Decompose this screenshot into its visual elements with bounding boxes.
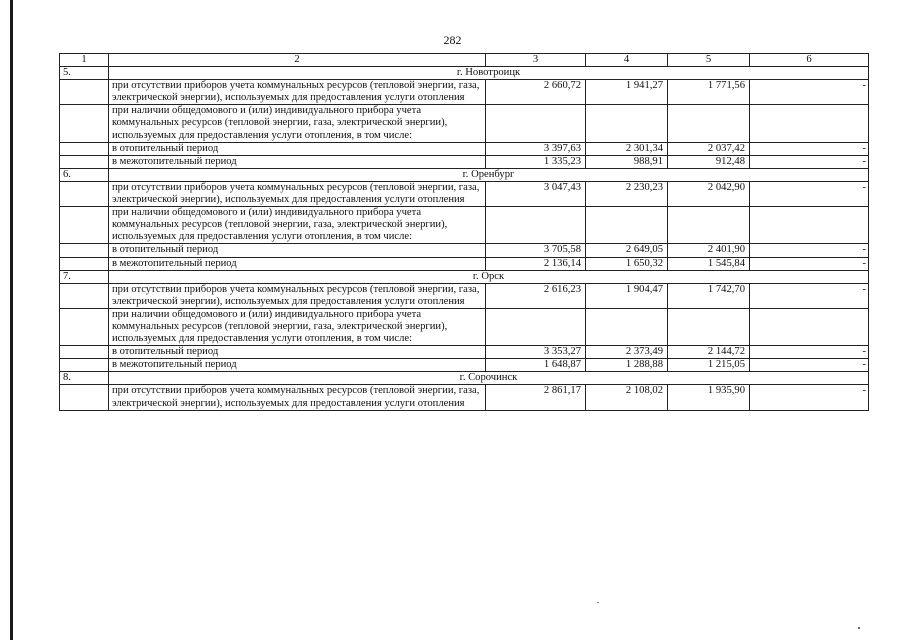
value-col4: 1 650,32: [586, 257, 668, 270]
column-header-row: [60, 54, 869, 67]
empty-cell: [60, 308, 109, 345]
empty-cell: [60, 257, 109, 270]
value-col3: 2 861,17: [486, 385, 586, 410]
value-col6: -: [750, 244, 869, 257]
column-header: 3: [486, 54, 586, 67]
value-col5: 1 771,56: [668, 80, 750, 105]
column-header: 6: [750, 54, 869, 67]
empty-cell: [60, 142, 109, 155]
column-header: 4: [586, 54, 668, 67]
value-col3: 3 397,63: [486, 142, 586, 155]
city-row: [60, 270, 869, 283]
value-col6: -: [750, 283, 869, 308]
city-row: [60, 67, 869, 80]
table-row: [60, 142, 869, 155]
empty-cell: [60, 80, 109, 105]
value-col4: 2 649,05: [586, 244, 668, 257]
table-row: [60, 385, 869, 410]
row-description: при наличии общедомового и (или) индивидуального прибора учета коммунальных ресурсов (тепловой энергии, газа, электрической энергии), используемых для предоставления услуги отопления, в том числе:: [109, 207, 486, 244]
empty-cell: [60, 105, 109, 142]
city-name: г. Орск: [109, 270, 869, 283]
table-row: [60, 346, 869, 359]
value-col4: 2 108,02: [586, 385, 668, 410]
empty-cell: [60, 385, 109, 410]
column-header: 1: [60, 54, 109, 67]
table-row: [60, 155, 869, 168]
table-row: [60, 207, 869, 244]
value-col6: -: [750, 257, 869, 270]
value-col3: 2 660,72: [486, 80, 586, 105]
empty-cell: [60, 181, 109, 206]
value-col6: -: [750, 346, 869, 359]
value-col3: 2 616,23: [486, 283, 586, 308]
empty-cell: [60, 155, 109, 168]
value-col4: 2 230,23: [586, 181, 668, 206]
value-col3: 1 648,87: [486, 359, 586, 372]
table-row: [60, 257, 869, 270]
city-name: г. Новотроицк: [109, 67, 869, 80]
table-row: [60, 244, 869, 257]
value-col4: 1 288,88: [586, 359, 668, 372]
row-description: при наличии общедомового и (или) индивидуального прибора учета коммунальных ресурсов (тепловой энергии, газа, электрической энергии), используемых для предоставления услуги отопления, в том числе:: [109, 105, 486, 142]
value-col4: 1 904,47: [586, 283, 668, 308]
value-col3: 3 705,58: [486, 244, 586, 257]
value-col5: 2 144,72: [668, 346, 750, 359]
row-description: в отопительный период: [109, 142, 486, 155]
scan-speck: [597, 602, 599, 603]
table-row: [60, 80, 869, 105]
value-col3: 3 047,43: [486, 181, 586, 206]
row-description: при отсутствии приборов учета коммунальных ресурсов (тепловой энергии, газа, электрической энергии), используемых для предоставления услуги отопления: [109, 181, 486, 206]
city-name: г. Сорочинск: [109, 372, 869, 385]
column-header: 5: [668, 54, 750, 67]
value-col5: 2 037,42: [668, 142, 750, 155]
value-col3: 3 353,27: [486, 346, 586, 359]
row-description: в отопительный период: [109, 346, 486, 359]
value-col3: 2 136,14: [486, 257, 586, 270]
value-col5: 912,48: [668, 155, 750, 168]
value-col4: 1 941,27: [586, 80, 668, 105]
value-col5: 1 545,84: [668, 257, 750, 270]
value-col3: 1 335,23: [486, 155, 586, 168]
section-number: 7.: [60, 270, 109, 283]
value-col4: 2 301,34: [586, 142, 668, 155]
scan-speck: [858, 627, 860, 629]
empty-cell: [60, 346, 109, 359]
table-row: [60, 105, 869, 142]
city-row: [60, 372, 869, 385]
value-col5: 2 042,90: [668, 181, 750, 206]
value-col6: -: [750, 80, 869, 105]
empty-cell: [60, 244, 109, 257]
value-col5: 2 401,90: [668, 244, 750, 257]
empty-cell: [60, 207, 109, 244]
scan-edge-bar: [10, 0, 13, 640]
section-number: 6.: [60, 168, 109, 181]
city-name: г. Оренбург: [109, 168, 869, 181]
row-description: при отсутствии приборов учета коммунальных ресурсов (тепловой энергии, газа, электрической энергии), используемых для предоставления услуги отопления: [109, 385, 486, 410]
column-header: 2: [109, 54, 486, 67]
row-description: при наличии общедомового и (или) индивидуального прибора учета коммунальных ресурсов (тепловой энергии, газа, электрической энергии), используемых для предоставления услуги отопления, в том числе:: [109, 308, 486, 345]
value-col6: -: [750, 385, 869, 410]
value-col5: 1 935,90: [668, 385, 750, 410]
value-col5: 1 215,05: [668, 359, 750, 372]
empty-cell: [60, 359, 109, 372]
value-col6: -: [750, 142, 869, 155]
row-description: при отсутствии приборов учета коммунальных ресурсов (тепловой энергии, газа, электрической энергии), используемых для предоставления услуги отопления: [109, 283, 486, 308]
value-col4: 2 373,49: [586, 346, 668, 359]
page-number: 282: [443, 33, 462, 47]
section-number: 5.: [60, 67, 109, 80]
table-row: [60, 308, 869, 345]
row-description: в межотопительный период: [109, 155, 486, 168]
empty-cell: [60, 283, 109, 308]
value-col6: -: [750, 181, 869, 206]
value-col4: 988,91: [586, 155, 668, 168]
row-description: при отсутствии приборов учета коммунальных ресурсов (тепловой энергии, газа, электрической энергии), используемых для предоставления услуги отопления: [109, 80, 486, 105]
row-description: в отопительный период: [109, 244, 486, 257]
table-row: [60, 283, 869, 308]
table-row: [60, 359, 869, 372]
row-description: в межотопительный период: [109, 257, 486, 270]
section-number: 8.: [60, 372, 109, 385]
value-col6: -: [750, 155, 869, 168]
value-col5: 1 742,70: [668, 283, 750, 308]
table-row: [60, 181, 869, 206]
row-description: в межотопительный период: [109, 359, 486, 372]
city-row: [60, 168, 869, 181]
tariff-table: [59, 53, 869, 411]
value-col6: -: [750, 359, 869, 372]
